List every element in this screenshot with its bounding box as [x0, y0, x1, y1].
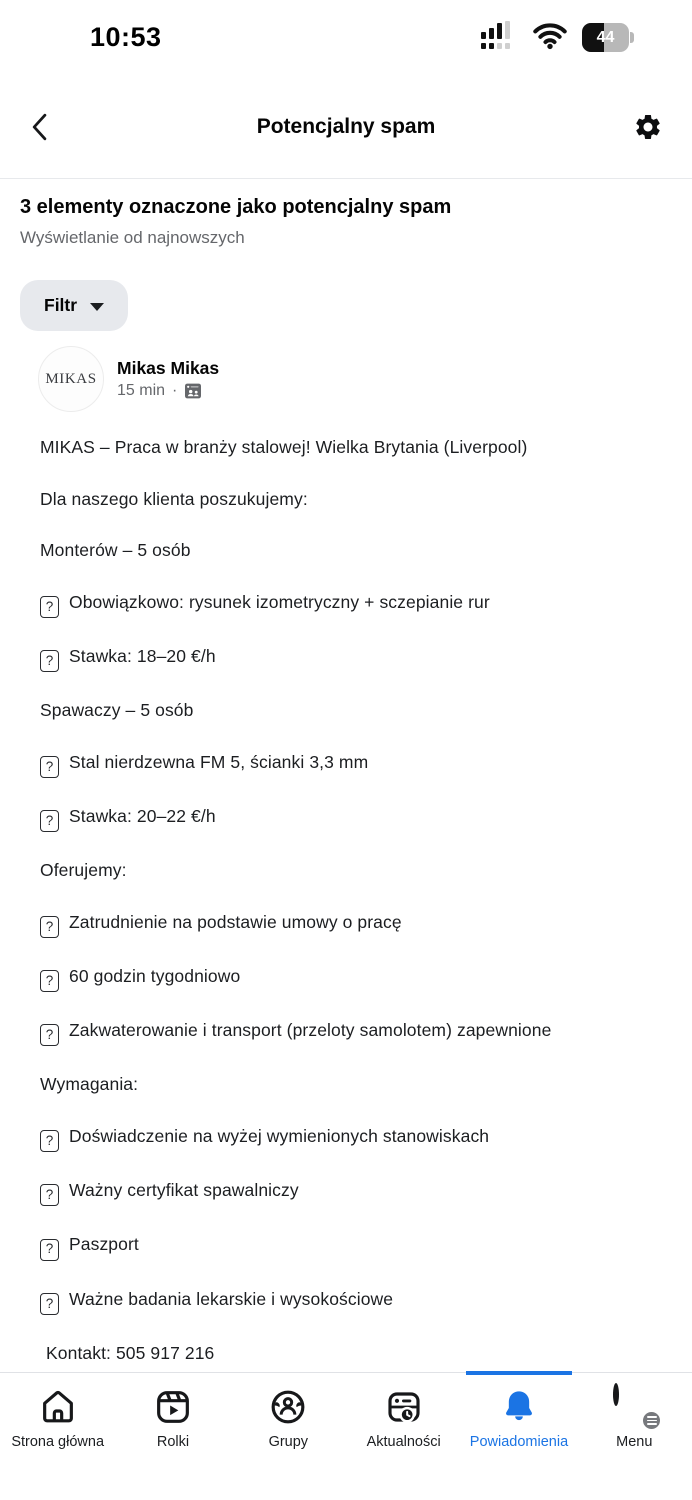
post-line: ? Stawka: 18–20 €/h — [40, 643, 666, 672]
news-icon — [384, 1385, 424, 1429]
missing-glyph-icon: ? — [40, 1184, 59, 1206]
battery-percent: 44 — [596, 28, 615, 46]
post-line: ? Obowiązkowo: rysunek izometryczny + sczepianie rur — [40, 589, 666, 618]
missing-glyph-icon: ? — [40, 970, 59, 992]
tab-grupy[interactable] — [231, 1373, 346, 1500]
post-line: Dla naszego klienta poszukujemy: — [40, 488, 308, 509]
post-line: ? 60 godzin tygodniowo — [40, 963, 666, 992]
missing-glyph-icon: ? — [40, 1239, 59, 1261]
chevron-down-icon — [90, 303, 104, 311]
meta-separator: · — [172, 382, 178, 399]
missing-glyph-icon: ? — [40, 650, 59, 672]
feed-audience-icon — [184, 382, 202, 400]
missing-glyph-icon: ? — [40, 1024, 59, 1046]
nav-label: Menu — [616, 1434, 653, 1450]
post-line: ? Zatrudnienie na podstawie umowy o pracę — [40, 909, 666, 938]
post-line: MIKAS – Praca w branży stalowej! Wielka Brytania (Liverpool) — [40, 437, 528, 457]
missing-glyph-icon: ? — [40, 1293, 59, 1315]
chevron-left-icon — [26, 112, 52, 142]
missing-glyph-icon: ? — [40, 596, 59, 618]
tab-strona-g-owna[interactable] — [0, 1373, 115, 1500]
missing-glyph-icon: ? — [40, 756, 59, 778]
home-icon — [38, 1385, 78, 1429]
summary-title: 3 elementy oznaczone jako potencjalny spam — [20, 196, 452, 218]
avatar[interactable]: MIKAS — [38, 346, 104, 412]
status-icons — [480, 19, 634, 56]
status-time: 10:53 — [90, 22, 162, 52]
post-line: ? Paszport — [40, 1231, 666, 1260]
bottom-nav — [0, 1372, 692, 1500]
reels-icon — [153, 1385, 193, 1429]
tab-aktualnosci[interactable] — [346, 1373, 461, 1500]
status-bar — [0, 0, 692, 75]
nav-label: Strona główna — [11, 1434, 105, 1450]
nav-label: Grupy — [268, 1434, 309, 1450]
menu-avatar-icon — [613, 1385, 655, 1429]
bell-icon — [499, 1385, 539, 1429]
nav-label: Powiadomienia — [469, 1434, 569, 1450]
active-tab-indicator — [466, 1371, 572, 1375]
post-line: ? Zakwaterowanie i transport (przeloty samolotem) zapewnione — [40, 1017, 666, 1046]
nav-label: Aktualności — [366, 1434, 441, 1450]
back-button[interactable] — [26, 109, 62, 145]
post-line: ? Stal nierdzewna FM 5, ścianki 3,3 mm — [40, 749, 666, 778]
post-line: Monterów – 5 osób — [40, 540, 191, 560]
post-line: Wymagania: — [40, 1074, 139, 1095]
post-line: Spawaczy – 5 osób — [40, 700, 194, 720]
post-line: ? Doświadczenie na wyżej wymienionych stanowiskach — [40, 1123, 666, 1152]
header — [0, 75, 692, 178]
battery-icon — [582, 23, 634, 52]
missing-glyph-icon: ? — [40, 1130, 59, 1152]
gear-icon — [633, 112, 663, 142]
nav-label: Rolki — [156, 1434, 190, 1450]
signal-strength-icon — [480, 19, 518, 56]
post-line: ? Ważne badania lekarskie i wysokościowe — [40, 1286, 666, 1315]
page-title: Potencjalny spam — [256, 114, 436, 138]
tab-menu[interactable] — [577, 1373, 692, 1500]
settings-button[interactable] — [630, 109, 666, 145]
tab-powiadomienia[interactable] — [461, 1373, 576, 1500]
post-line: Oferujemy: — [40, 860, 127, 880]
groups-icon — [268, 1385, 308, 1429]
post-line: Kontakt: 505 917 216 — [46, 1342, 215, 1363]
tab-rolki[interactable] — [115, 1373, 230, 1500]
post-body — [0, 412, 692, 1366]
summary-subtitle: Wyświetlanie od najnowszych — [20, 228, 245, 247]
post-timestamp: 15 min — [117, 382, 166, 399]
filter-button-label: Filtr — [44, 295, 78, 315]
missing-glyph-icon: ? — [40, 810, 59, 832]
post-line: ? Ważny certyfikat spawalniczy — [40, 1177, 666, 1206]
post-header — [0, 346, 692, 412]
post-meta — [117, 382, 219, 400]
summary-section — [0, 179, 692, 251]
filter-button[interactable] — [20, 280, 128, 331]
missing-glyph-icon: ? — [40, 916, 59, 938]
post-author[interactable]: Mikas Mikas — [117, 358, 220, 378]
hamburger-badge-icon — [641, 1410, 662, 1431]
wifi-icon — [532, 20, 568, 55]
post-line: ? Stawka: 20–22 €/h — [40, 803, 666, 832]
